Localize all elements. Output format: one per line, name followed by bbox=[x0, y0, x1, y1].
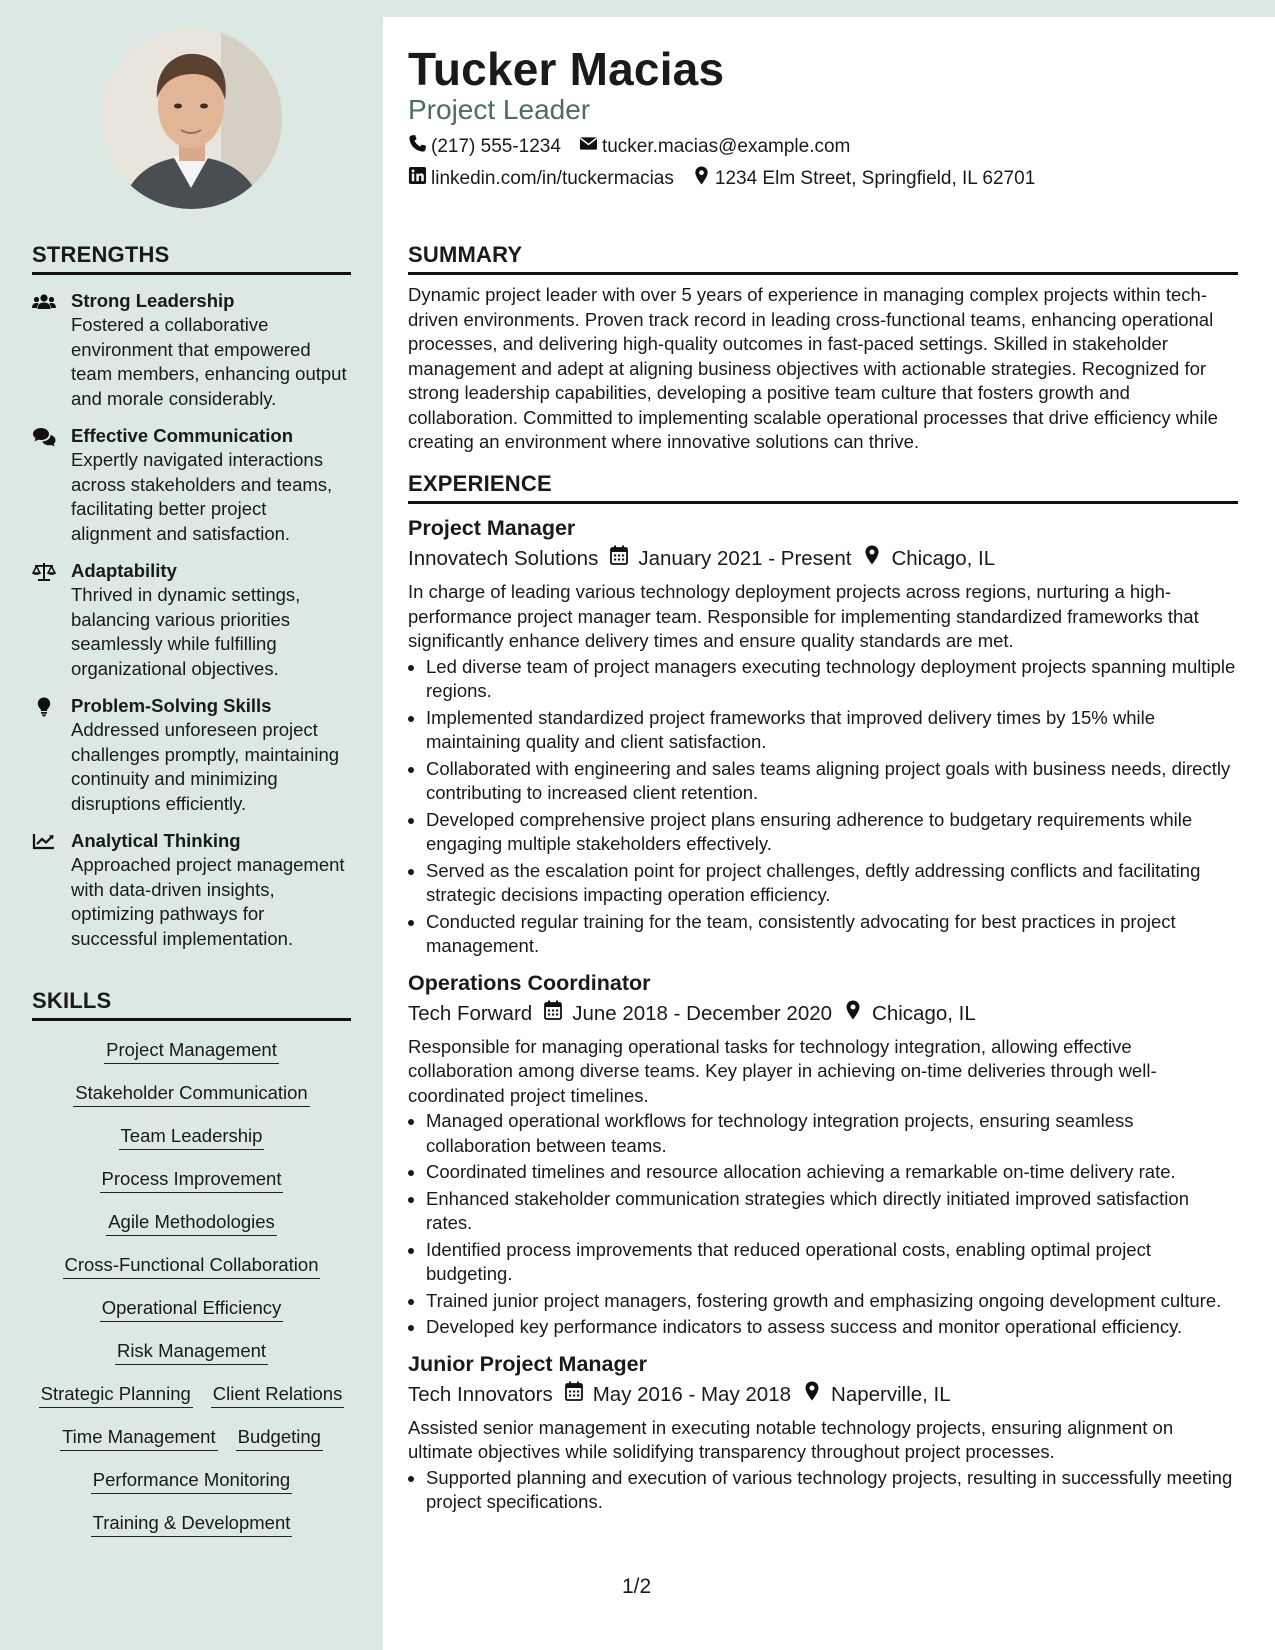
company-name: Tech Forward bbox=[408, 1001, 533, 1025]
job-bullet: • Served as the escalation point for project challenges, deftly addressing conflicts and facilitating strategic decisions impacting operation efficiency. bbox=[426, 859, 1238, 908]
skill-tag: Stakeholder Communication bbox=[73, 1082, 309, 1107]
page-number: 1/2 bbox=[622, 1575, 652, 1598]
linkedin-icon bbox=[408, 166, 427, 191]
job-bullet: • Developed key performance indicators to assess success and monitor operational efficiency. bbox=[426, 1315, 1238, 1340]
job-bullets bbox=[408, 655, 1238, 959]
skill-tag: Agile Methodologies bbox=[106, 1211, 277, 1236]
lightbulb-icon bbox=[32, 697, 56, 717]
strength-description: Fostered a collaborative environment that empowered team members, enhancing output and morale considerably. bbox=[71, 314, 347, 409]
address-contact bbox=[692, 166, 1035, 191]
company-name: Tech Innovators bbox=[408, 1382, 553, 1406]
job-dates-text: May 2016 - May 2018 bbox=[592, 1382, 792, 1406]
envelope-icon bbox=[579, 134, 598, 159]
phone-contact[interactable] bbox=[408, 134, 561, 159]
job-dates bbox=[565, 1381, 791, 1409]
summary-section bbox=[408, 242, 1238, 455]
job-location bbox=[863, 545, 995, 573]
strengths-section bbox=[32, 242, 351, 951]
summary-heading: SUMMARY bbox=[408, 242, 1238, 275]
job-location bbox=[844, 1000, 976, 1028]
job-bullet: • Implemented standardized project frameworks that improved delivery times by 15% while maintaining quality and client satisfaction. bbox=[426, 706, 1238, 755]
strength-title: Effective Communication bbox=[71, 425, 294, 446]
job-bullet: • Trained junior project managers, fostering growth and emphasizing ongoing development culture. bbox=[426, 1289, 1238, 1314]
skill-tag: Project Management bbox=[104, 1039, 279, 1064]
job-bullet: • Identified process improvements that reduced operational costs, enabling optimal project budgeting. bbox=[426, 1238, 1238, 1287]
strength-description: Addressed unforeseen project challenges promptly, maintaining continuity and minimizing disruptions efficiently. bbox=[71, 719, 340, 814]
skills-section bbox=[32, 988, 351, 1555]
skill-tag: Process Improvement bbox=[100, 1168, 284, 1193]
chart-line-icon bbox=[32, 832, 56, 852]
job-dates bbox=[544, 1000, 832, 1028]
calendar-icon bbox=[610, 545, 628, 573]
skill-tag: Training & Development bbox=[91, 1512, 293, 1537]
profile-photo bbox=[101, 28, 282, 209]
experience-heading: EXPERIENCE bbox=[408, 471, 1238, 504]
skill-tag: Operational Efficiency bbox=[100, 1297, 284, 1322]
contact-line bbox=[408, 134, 850, 159]
skill-tag: Strategic Planning bbox=[39, 1383, 193, 1408]
skill-tag: Risk Management bbox=[115, 1340, 268, 1365]
phone-icon bbox=[408, 134, 427, 159]
address-text: 1234 Elm Street, Springfield, IL 62701 bbox=[714, 167, 1036, 189]
strength-item bbox=[32, 289, 351, 411]
strength-item bbox=[32, 829, 351, 951]
strength-title: Analytical Thinking bbox=[71, 830, 241, 851]
job-location bbox=[803, 1381, 951, 1409]
sidebar bbox=[0, 0, 383, 1650]
job-bullet: • Led diverse team of project managers executing technology deployment projects spanning multiple regions. bbox=[426, 655, 1238, 704]
job-location-text: Chicago, IL bbox=[872, 1001, 976, 1025]
map-marker-icon bbox=[844, 1000, 862, 1028]
strength-title: Problem-Solving Skills bbox=[71, 695, 272, 716]
job-description: In charge of leading various technology deployment projects across regions, nurturing a high-performance project manager team. Responsible for implementing standardized frameworks that significantly enhance delivery times and ensure quality standards are met. bbox=[408, 581, 1199, 651]
job-dates-text: June 2018 - December 2020 bbox=[572, 1001, 833, 1025]
job-location-text: Naperville, IL bbox=[831, 1382, 951, 1406]
company-name: Innovatech Solutions bbox=[408, 547, 599, 570]
job-meta bbox=[408, 1381, 1238, 1409]
job-title: Operations Coordinator bbox=[408, 970, 651, 995]
skills-list bbox=[32, 1039, 351, 1555]
balance-scale-icon bbox=[32, 562, 56, 582]
contact-line bbox=[408, 166, 1035, 191]
linkedin-text: linkedin.com/in/tuckermacias bbox=[431, 167, 674, 189]
job-dates-text: January 2021 - Present bbox=[638, 547, 852, 570]
phone-text: (217) 555-1234 bbox=[431, 135, 561, 157]
strength-description: Thrived in dynamic settings, balancing various priorities seamlessly while fulfilling organizational objectives. bbox=[71, 584, 301, 679]
calendar-icon bbox=[544, 1000, 562, 1028]
main-content bbox=[383, 17, 1275, 1650]
job-bullet: • Developed comprehensive project plans ensuring adherence to budgetary requirements while engaging multiple stakeholders effectively. bbox=[426, 808, 1238, 857]
strength-title: Strong Leadership bbox=[71, 290, 235, 311]
job-entry bbox=[408, 1350, 1238, 1515]
strength-description: Expertly navigated interactions across stakeholders and teams, facilitating better project alignment and satisfaction. bbox=[71, 449, 333, 544]
job-bullets bbox=[408, 1109, 1238, 1340]
comments-icon bbox=[32, 427, 56, 447]
job-bullet: • Enhanced stakeholder communication strategies which directly initiated improved satisfaction rates. bbox=[426, 1187, 1238, 1236]
experience-section bbox=[408, 471, 1238, 1515]
strength-item bbox=[32, 559, 351, 681]
job-location-text: Chicago, IL bbox=[891, 547, 996, 570]
job-description: Assisted senior management in executing notable technology projects, ensuring alignment on ultimate objectives while solidifying transparency throughout project processes. bbox=[408, 1416, 1174, 1462]
job-entry bbox=[408, 969, 1238, 1340]
calendar-icon bbox=[565, 1381, 583, 1409]
job-entry bbox=[408, 514, 1238, 959]
strength-item bbox=[32, 424, 351, 546]
strength-description: Approached project management with data-driven insights, optimizing pathways for successful implementation. bbox=[71, 854, 345, 949]
map-marker-icon bbox=[692, 166, 711, 191]
job-bullet: • Coordinated timelines and resource allocation achieving a remarkable on-time delivery rate. bbox=[426, 1160, 1238, 1185]
map-marker-icon bbox=[863, 545, 881, 573]
job-description: Responsible for managing operational tasks for technology integration, allowing effective collaboration among diverse teams. Key player in achieving on-time deliveries through well-coordinated project timelines. bbox=[408, 1035, 1157, 1106]
job-meta bbox=[408, 1000, 1238, 1028]
job-bullet: • Conducted regular training for the team, consistently advocating for best practices in project management. bbox=[426, 910, 1238, 959]
skill-tag: Performance Monitoring bbox=[91, 1469, 292, 1494]
users-icon bbox=[32, 292, 56, 312]
skill-tag: Client Relations bbox=[211, 1383, 345, 1408]
skills-heading: SKILLS bbox=[32, 988, 351, 1021]
job-dates bbox=[610, 545, 851, 573]
skill-tag: Team Leadership bbox=[119, 1125, 265, 1150]
email-contact[interactable] bbox=[579, 134, 850, 159]
job-bullets bbox=[408, 1466, 1238, 1515]
skill-tag: Budgeting bbox=[236, 1426, 323, 1451]
candidate-name: Tucker Macias bbox=[408, 43, 725, 95]
skill-tag: Time Management bbox=[60, 1426, 218, 1451]
job-bullet: • Collaborated with engineering and sales teams aligning project goals with business needs, directly contributing to increased client retention. bbox=[426, 757, 1238, 806]
email-text: tucker.macias@example.com bbox=[601, 135, 851, 157]
job-role-title: Project Leader bbox=[408, 94, 591, 125]
job-title: Project Manager bbox=[408, 516, 576, 540]
summary-text: Dynamic project leader with over 5 years of experience in managing complex projects within tech-driven environments. Proven track record in leading cross-functional teams, enhancing operational processes, and delivering high-quality outcomes in fast-paced settings. Skilled in stakeholder management and adept at aligning business objectives with actionable strategies. Recognized for strong leadership capabilities, developing a positive team culture that fosters growth and collaboration. Committed to implementing scalable operational processes that drive efficiency while creating an environment where innovative solutions can thrive. bbox=[408, 284, 1218, 452]
skill-tag: Cross-Functional Collaboration bbox=[63, 1254, 321, 1279]
job-bullet: • Managed operational workflows for technology integration projects, ensuring seamless collaboration between teams. bbox=[426, 1109, 1238, 1158]
strength-item bbox=[32, 694, 351, 816]
job-title: Junior Project Manager bbox=[408, 1351, 647, 1376]
linkedin-contact[interactable] bbox=[408, 166, 674, 191]
job-meta bbox=[408, 545, 1238, 573]
strengths-heading: STRENGTHS bbox=[32, 242, 351, 275]
job-bullet: • Supported planning and execution of various technology projects, resulting in successfully meeting project specifications. bbox=[426, 1466, 1238, 1515]
strength-title: Adaptability bbox=[71, 560, 177, 581]
map-marker-icon bbox=[803, 1381, 821, 1409]
